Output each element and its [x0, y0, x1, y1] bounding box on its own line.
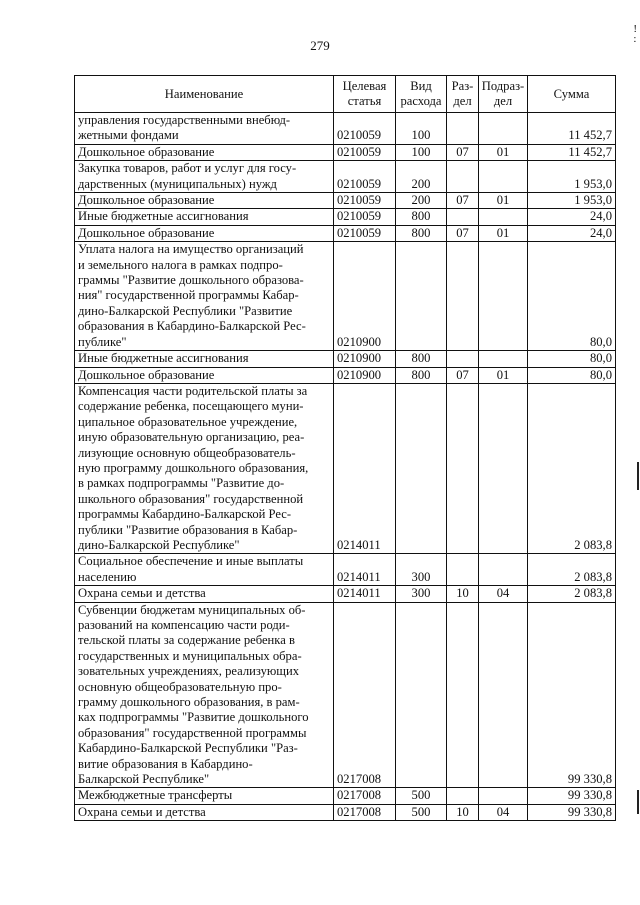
row-subsection-cell: 01 — [479, 193, 528, 209]
header-subsection-line: дел — [493, 94, 513, 108]
row-section-cell: 07 — [447, 367, 479, 383]
row-subsection-cell — [479, 383, 528, 553]
table-row — [75, 144, 616, 160]
table-row — [75, 586, 616, 602]
row-subsection-cell — [479, 554, 528, 586]
row-amount-cell: 99 330,8 — [528, 788, 616, 804]
header-expense-type-line: расхода — [400, 94, 442, 108]
scan-edge-tick — [637, 790, 639, 814]
row-name-cell: Компенсация части родительской платы за содержание ребенка, посещающего муни- ципальное образовательное учреждение, иную образовательную организацию, реа- лизующие основную общеобразователь- ную программу дошкольного образования, в рамках подпрограммы "Развитие до- школьного образования" государственной программы Кабардино-Балкарской Рес- публики "Развитие образования в Кабар- дино-Балкарской Республике" — [75, 383, 334, 553]
row-expense-type-cell: 200 — [396, 193, 447, 209]
row-name-cell: Социальное обеспечение и иные выплаты населению — [75, 554, 334, 586]
row-subsection-cell — [479, 161, 528, 193]
row-article-cell: 0210059 — [334, 144, 396, 160]
row-article-cell: 0210900 — [334, 367, 396, 383]
row-amount-cell: 99 330,8 — [528, 804, 616, 820]
row-section-cell — [447, 242, 479, 351]
table-row — [75, 113, 616, 145]
row-amount-cell: 80,0 — [528, 351, 616, 367]
header-section — [447, 76, 479, 113]
row-article-cell: 0210059 — [334, 209, 396, 225]
header-section-line: дел — [453, 94, 472, 108]
row-section-cell: 07 — [447, 144, 479, 160]
row-amount-cell: 2 083,8 — [528, 586, 616, 602]
row-amount-cell: 11 452,7 — [528, 113, 616, 145]
row-subsection-cell — [479, 113, 528, 145]
row-expense-type-cell: 800 — [396, 225, 447, 241]
row-name-cell: Охрана семьи и детства — [75, 586, 334, 602]
table-row — [75, 209, 616, 225]
row-section-cell: 10 — [447, 804, 479, 820]
row-name-cell: управления государственными внебюд- жетными фондами — [75, 113, 334, 145]
row-subsection-cell: 01 — [479, 144, 528, 160]
table-row — [75, 788, 616, 804]
row-expense-type-cell: 800 — [396, 209, 447, 225]
header-article — [334, 76, 396, 113]
row-expense-type-cell: 200 — [396, 161, 447, 193]
row-amount-cell: 2 083,8 — [528, 383, 616, 553]
header-amount: Сумма — [528, 76, 616, 113]
row-section-cell — [447, 602, 479, 788]
row-name-cell: Межбюджетные трансферты — [75, 788, 334, 804]
header-expense-type-line: Вид — [410, 79, 432, 93]
edge-mark: ! : — [633, 23, 637, 45]
row-name-cell: Дошкольное образование — [75, 193, 334, 209]
row-subsection-cell: 04 — [479, 586, 528, 602]
row-name-cell: Дошкольное образование — [75, 225, 334, 241]
row-subsection-cell — [479, 788, 528, 804]
row-article-cell: 0214011 — [334, 554, 396, 586]
row-section-cell: 07 — [447, 193, 479, 209]
row-name-cell: Дошкольное образование — [75, 367, 334, 383]
header-subsection — [479, 76, 528, 113]
row-expense-type-cell: 500 — [396, 788, 447, 804]
table-header-row — [75, 76, 616, 113]
row-article-cell: 0210059 — [334, 161, 396, 193]
row-section-cell — [447, 351, 479, 367]
row-article-cell: 0210059 — [334, 113, 396, 145]
table-row — [75, 804, 616, 820]
row-article-cell: 0210900 — [334, 242, 396, 351]
row-amount-cell: 99 330,8 — [528, 602, 616, 788]
row-expense-type-cell: 100 — [396, 144, 447, 160]
table-row — [75, 242, 616, 351]
row-name-cell: Иные бюджетные ассигнования — [75, 351, 334, 367]
row-article-cell: 0210059 — [334, 225, 396, 241]
row-article-cell: 0217008 — [334, 788, 396, 804]
row-amount-cell: 1 953,0 — [528, 161, 616, 193]
row-subsection-cell — [479, 602, 528, 788]
header-subsection-line: Подраз- — [481, 79, 525, 93]
row-subsection-cell: 01 — [479, 225, 528, 241]
row-expense-type-cell: 800 — [396, 367, 447, 383]
row-amount-cell: 1 953,0 — [528, 193, 616, 209]
row-expense-type-cell: 500 — [396, 804, 447, 820]
row-section-cell: 10 — [447, 586, 479, 602]
row-article-cell: 0210059 — [334, 193, 396, 209]
row-subsection-cell — [479, 209, 528, 225]
row-amount-cell: 24,0 — [528, 225, 616, 241]
row-expense-type-cell: 800 — [396, 351, 447, 367]
row-section-cell — [447, 383, 479, 553]
row-name-cell: Субвенции бюджетам муниципальных об- разований на компенсацию части роди- тельской платы за содержание ребенка в государственных и муниципальных обра- зовательных учреждениях, реализующих основную общеобразовательную про- грамму дошкольного образования, в рам- ках подпрограммы "Развитие дошкольного образования" государственной программы Кабардино-Балкарской Республики "Раз- витие образования в Кабардино- Балкарской Республике" — [75, 602, 334, 788]
table-row — [75, 351, 616, 367]
row-section-cell — [447, 554, 479, 586]
row-subsection-cell: 04 — [479, 804, 528, 820]
header-article-line: Целевая — [342, 79, 387, 93]
table-row — [75, 225, 616, 241]
table-row — [75, 602, 616, 788]
row-name-cell: Закупка товаров, работ и услуг для госу- дарственных (муниципальных) нужд — [75, 161, 334, 193]
row-section-cell — [447, 113, 479, 145]
row-article-cell: 0217008 — [334, 602, 396, 788]
row-article-cell: 0214011 — [334, 586, 396, 602]
header-article-line: статья — [347, 94, 382, 108]
row-section-cell: 07 — [447, 225, 479, 241]
row-expense-type-cell: 300 — [396, 554, 447, 586]
row-article-cell: 0214011 — [334, 383, 396, 553]
row-name-cell: Уплата налога на имущество организаций и земельного налога в рамках подпро- граммы "Развитие дошкольного образова- ния" государственной программы Кабар- дино-Балкарской Республики "Развитие образования в Кабардино-Балкарской Рес- публике" — [75, 242, 334, 351]
row-section-cell — [447, 788, 479, 804]
row-name-cell: Охрана семьи и детства — [75, 804, 334, 820]
row-amount-cell: 11 452,7 — [528, 144, 616, 160]
row-article-cell: 0217008 — [334, 804, 396, 820]
row-amount-cell: 80,0 — [528, 242, 616, 351]
row-name-cell: Иные бюджетные ассигнования — [75, 209, 334, 225]
header-name: Наименование — [75, 76, 334, 113]
row-section-cell — [447, 161, 479, 193]
table-row — [75, 161, 616, 193]
budget-table — [74, 75, 616, 821]
row-subsection-cell — [479, 242, 528, 351]
row-name-cell: Дошкольное образование — [75, 144, 334, 160]
row-expense-type-cell: 100 — [396, 113, 447, 145]
row-expense-type-cell — [396, 242, 447, 351]
row-amount-cell: 2 083,8 — [528, 554, 616, 586]
row-amount-cell: 80,0 — [528, 367, 616, 383]
row-article-cell: 0210900 — [334, 351, 396, 367]
row-amount-cell: 24,0 — [528, 209, 616, 225]
row-expense-type-cell: 300 — [396, 586, 447, 602]
row-expense-type-cell — [396, 383, 447, 553]
page-number: 279 — [310, 38, 330, 53]
header-section-line: Раз- — [451, 79, 474, 93]
row-section-cell — [447, 209, 479, 225]
table-row — [75, 554, 616, 586]
header-expense-type — [396, 76, 447, 113]
row-expense-type-cell — [396, 602, 447, 788]
row-subsection-cell — [479, 351, 528, 367]
table-row — [75, 383, 616, 553]
table-row — [75, 367, 616, 383]
scan-edge-tick — [637, 462, 639, 490]
table-row — [75, 193, 616, 209]
row-subsection-cell: 01 — [479, 367, 528, 383]
